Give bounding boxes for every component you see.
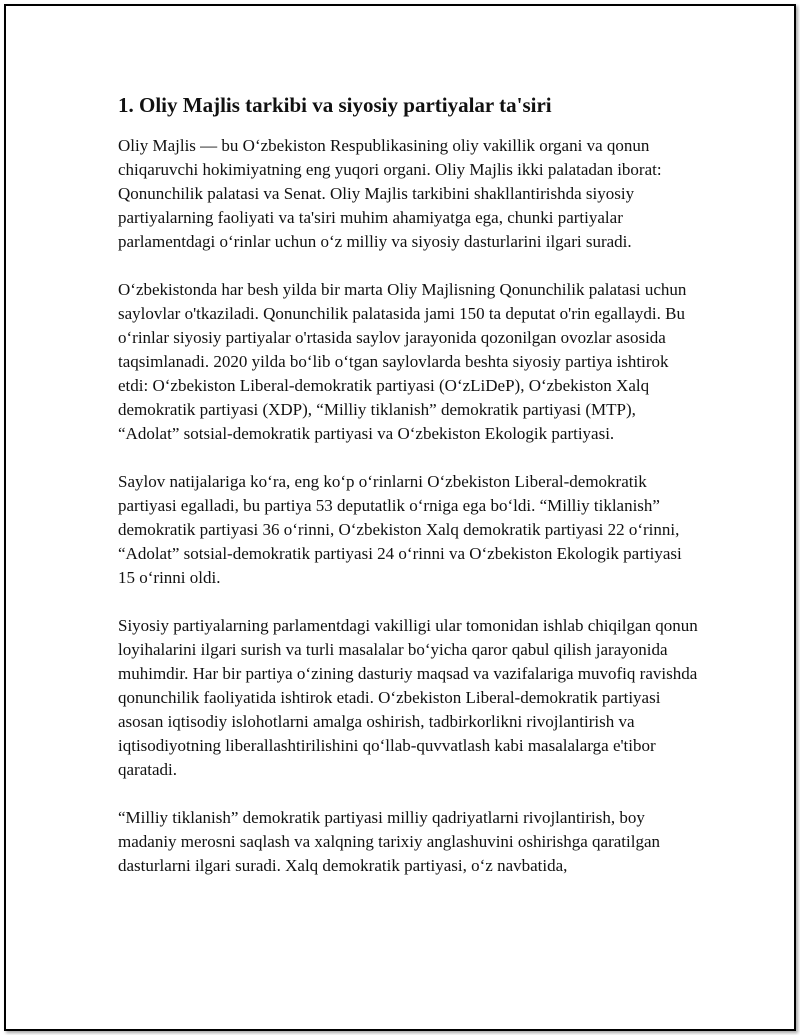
document-content bbox=[118, 92, 698, 902]
paragraph-5: “Milliy tiklanish” demokratik partiyasi milliy qadriyatlarni rivojlantirish, boy madaniy merosni saqlash va xalqning tarixiy anglashuvini oshirishga qaratilgan dasturlarni ilgari suradi. Xalq demokratik partiyasi, o‘z navbatida, bbox=[118, 808, 660, 875]
paragraph-4: Siyosiy partiyalarning parlamentdagi vakilligi ular tomonidan ishlab chiqilgan qonun loyihalarini ilgari surish va turli masalalar bo‘yicha qaror qabul qilish jarayonida muhimdir. Har bir partiya o‘zining dasturiy maqsad va vazifalariga muvofiq ravishda qonunchilik faoliyatida ishtirok etadi. O‘zbekiston Liberal-demokratik partiyasi asosan iqtisodiy islohotlarni amalga oshirish, tadbirkorlikni rivojlantirish va iqtisodiyotning liberallashtirilishini qo‘llab-quvvatlash kabi masalalarga e'tibor qaratadi. bbox=[118, 616, 698, 779]
document-page bbox=[4, 4, 796, 1031]
paragraph-2: O‘zbekistonda har besh yilda bir marta Oliy Majlisning Qonunchilik palatasi uchun saylovlar o'tkaziladi. Qonunchilik palatasida jami 150 ta deputat o'rin egallaydi. Bu o‘rinlar siyosiy partiyalar o'rtasida saylov jarayonida qozonilgan ovozlar asosida taqsimlanadi. 2020 yilda bo‘lib o‘tgan saylovlarda beshta siyosiy partiya ishtirok etdi: O‘zbekiston Liberal-demokratik partiyasi (O‘zLiDeP), O‘zbekiston Xalq demokratik partiyasi (XDP), “Milliy tiklanish” demokratik partiyasi (MTP), “Adolat” sotsial-demokratik partiyasi va O‘zbekiston Ekologik partiyasi. bbox=[118, 280, 687, 443]
paragraph-1: Oliy Majlis — bu O‘zbekiston Respublikasining oliy vakillik organi va qonun chiqaruvchi hokimiyatning eng yuqori organi. Oliy Majlis ikki palatadan iborat: Qonunchilik palatasi va Senat. Oliy Majlis tarkibini shakllantirishda siyosiy partiyalarning faoliyati va ta'siri muhim ahamiyatga ega, chunki partiyalar parlamentdagi o‘rinlar uchun o‘z milliy va siyosiy dasturlarini ilgari suradi. bbox=[118, 136, 662, 251]
section-heading: 1. Oliy Majlis tarkibi va siyosiy partiyalar ta'siri bbox=[118, 93, 552, 117]
paragraph-3: Saylov natijalariga ko‘ra, eng ko‘p o‘rinlarni O‘zbekiston Liberal-demokratik partiyasi egalladi, bu partiya 53 deputatlik o‘rniga ega bo‘ldi. “Milliy tiklanish” demokratik partiyasi 36 o‘rinni, O‘zbekiston Xalq demokratik partiyasi 22 o‘rinni, “Adolat” sotsial-demokratik partiyasi 24 o‘rinni va O‘zbekiston Ekologik partiyasi 15 o‘rinni oldi. bbox=[118, 472, 682, 587]
